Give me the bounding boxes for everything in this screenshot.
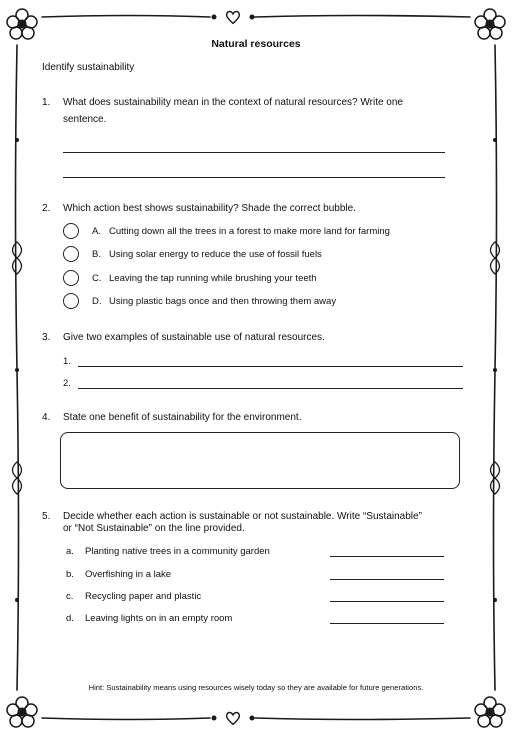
q3-answer-1-number: 1. — [63, 356, 71, 367]
flower-icon — [2, 692, 42, 732]
q5-item-b-letter: b. — [66, 569, 74, 580]
option-c-letter: C. — [92, 273, 102, 284]
q5-item-b-answer-line[interactable] — [330, 579, 444, 580]
option-c-text: Leaving the tap running while brushing your teeth — [109, 273, 317, 284]
q2-number: 2. — [42, 203, 51, 214]
q1-number: 1. — [42, 97, 51, 108]
q1-text-line2: sentence. — [63, 114, 107, 125]
q4-answer-box[interactable] — [60, 432, 460, 489]
q5-item-a-answer-line[interactable] — [330, 556, 444, 557]
option-d-text: Using plastic bags once and then throwing them away — [109, 296, 337, 307]
option-c-bubble[interactable] — [63, 270, 79, 286]
leaf-icon — [486, 240, 504, 276]
option-a-text: Cutting down all the trees in a forest to make more land for farming — [109, 226, 390, 237]
q5-item-a-text: Planting native trees in a community garden — [85, 546, 270, 557]
flower-icon — [470, 692, 510, 732]
q5-number: 5. — [42, 511, 51, 522]
leaf-icon — [486, 460, 504, 496]
leaf-icon — [8, 460, 26, 496]
option-a-bubble[interactable] — [63, 223, 79, 239]
q3-number: 3. — [42, 332, 51, 343]
q3-answer-line-1[interactable] — [78, 366, 463, 367]
option-d-bubble[interactable] — [63, 293, 79, 309]
q2-text: Which action best shows sustainability? Shade the correct bubble. — [63, 203, 356, 214]
heart-icon — [224, 8, 242, 26]
option-b-text: Using solar energy to reduce the use of fossil fuels — [109, 249, 322, 260]
leaf-icon — [8, 240, 26, 276]
q3-answer-line-2[interactable] — [78, 388, 463, 389]
option-b-letter: B. — [92, 249, 101, 260]
q4-number: 4. — [42, 412, 51, 423]
q5-text-line2: or “Not Sustainable” on the line provided. — [63, 523, 245, 534]
q5-item-c-text: Recycling paper and plastic — [85, 591, 202, 602]
worksheet-subtitle: Identify sustainability — [42, 62, 135, 73]
q3-text: Give two examples of sustainable use of natural resources. — [63, 332, 325, 343]
q5-item-c-answer-line[interactable] — [330, 601, 444, 602]
option-a-letter: A. — [92, 226, 101, 237]
q5-item-d-text: Leaving lights on in an empty room — [85, 613, 233, 624]
q5-item-d-letter: d. — [66, 613, 74, 624]
q5-item-a-letter: a. — [66, 546, 74, 557]
q5-item-d-answer-line[interactable] — [330, 623, 444, 624]
hint-text: Hint: Sustainability means using resources wisely today so they are available for future generations. — [88, 683, 424, 692]
page-title: Natural resources — [211, 38, 301, 50]
q5-text-line1: Decide whether each action is sustainable or not sustainable. Write “Sustainable” — [63, 511, 422, 522]
q1-answer-line-1[interactable] — [63, 152, 445, 153]
q5-item-c-letter: c. — [66, 591, 74, 602]
q1-text-line1: What does sustainability mean in the context of natural resources? Write one — [63, 97, 403, 108]
option-b-bubble[interactable] — [63, 246, 79, 262]
heart-icon — [224, 709, 242, 727]
option-d-letter: D. — [92, 296, 102, 307]
q1-answer-line-2[interactable] — [63, 177, 445, 178]
q4-text: State one benefit of sustainability for the environment. — [63, 412, 302, 423]
q5-item-b-text: Overfishing in a lake — [85, 569, 172, 580]
q3-answer-2-number: 2. — [63, 378, 71, 389]
